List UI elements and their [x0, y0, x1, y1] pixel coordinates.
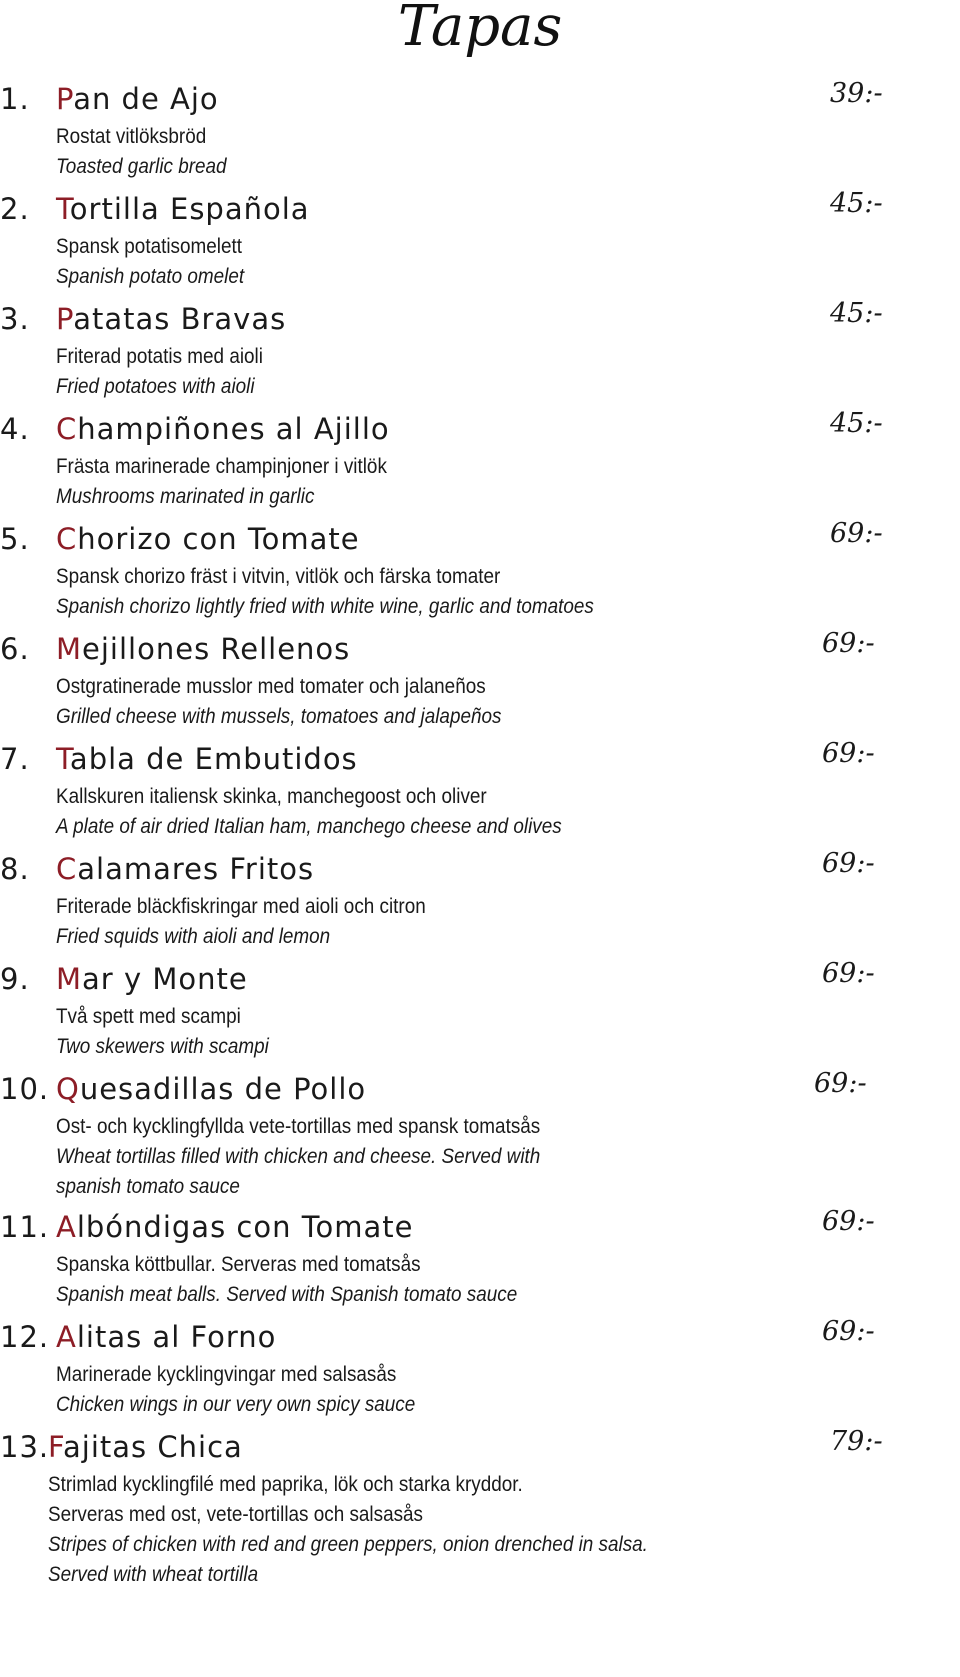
item-name [56, 302, 286, 336]
item-number: 1. [0, 82, 30, 116]
item-price: 79:- [830, 1426, 883, 1457]
item-price: 45:- [830, 298, 883, 329]
item-name-initial: C [56, 522, 78, 556]
item-price: 45:- [830, 408, 883, 439]
item-name-rest: horizo con Tomate [77, 522, 360, 556]
item-name-initial: T [56, 192, 70, 226]
description-swedish: Rostat vitlöksbröd [56, 125, 207, 148]
item-description [56, 782, 562, 842]
description-english: Mushrooms marinated in garlic [56, 485, 315, 508]
item-name-rest: litas al Forno [76, 1320, 277, 1354]
description-english: Spanish potato omelet [56, 265, 245, 288]
item-name-rest: ejillones Rellenos [82, 632, 351, 666]
item-name-rest: ar y Monte [82, 962, 248, 996]
item-name-rest: lbóndigas con Tomate [76, 1210, 414, 1244]
item-name-rest: hampiñones al Ajillo [77, 412, 390, 446]
item-price: 69:- [822, 1316, 875, 1347]
item-number: 11. [0, 1210, 50, 1244]
item-description [56, 452, 387, 512]
item-name [56, 852, 314, 886]
item-description [56, 672, 501, 732]
item-name [56, 522, 360, 556]
menu-title: Tapas [397, 0, 563, 59]
item-number: 5. [0, 522, 30, 556]
item-name [56, 1072, 366, 1106]
description-english: Stripes of chicken with red and green peppers, onion drenched in salsa. [48, 1533, 648, 1556]
item-price: 69:- [822, 628, 875, 659]
description-swedish: Frästa marinerade champinjoner i vitlök [56, 455, 387, 478]
item-name-initial: P [56, 302, 74, 336]
item-description [56, 1250, 517, 1310]
description-english: Chicken wings in our very own spicy sauce [56, 1393, 416, 1416]
item-name-rest: abla de Embutidos [69, 742, 358, 776]
item-name-initial: A [56, 1210, 77, 1244]
description-english: Two skewers with scampi [56, 1035, 269, 1058]
item-description [56, 562, 594, 622]
item-number: 9. [0, 962, 30, 996]
description-swedish: Marinerade kycklingvingar med salsasås [56, 1363, 397, 1386]
item-name-initial: C [56, 412, 78, 446]
description-swedish: Serveras med ost, vete-tortillas och salsasås [48, 1503, 424, 1526]
item-description [56, 122, 227, 182]
item-name-initial: M [56, 632, 83, 666]
item-name-rest: ajitas Chica [63, 1430, 243, 1464]
description-english: A plate of air dried Italian ham, manchego cheese and olives [56, 815, 562, 838]
item-price: 69:- [822, 848, 875, 879]
item-name [56, 742, 358, 776]
item-name-initial: C [56, 852, 78, 886]
item-price: 69:- [814, 1068, 867, 1099]
description-english: Wheat tortillas filled with chicken and cheese. Served with [56, 1145, 541, 1168]
item-number: 6. [0, 632, 30, 666]
item-number: 4. [0, 412, 30, 446]
item-description [56, 342, 263, 402]
item-name-initial: F [48, 1430, 64, 1464]
description-swedish: Spansk chorizo fräst i vitvin, vitlök och färska tomater [56, 565, 501, 588]
item-description [48, 1470, 648, 1590]
item-price: 69:- [822, 1206, 875, 1237]
description-swedish: Friterad potatis med aioli [56, 345, 263, 368]
item-name [48, 1430, 243, 1464]
item-price: 69:- [830, 518, 883, 549]
item-number: 12. [0, 1320, 50, 1354]
item-name [56, 1320, 276, 1354]
item-name [56, 412, 390, 446]
item-number: 13. [0, 1430, 50, 1464]
description-swedish: Strimlad kycklingfilé med paprika, lök och starka kryddor. [48, 1473, 523, 1496]
item-name-initial: A [56, 1320, 77, 1354]
description-swedish: Kallskuren italiensk skinka, manchegoost och oliver [56, 785, 487, 808]
item-number: 3. [0, 302, 30, 336]
description-swedish: Spansk potatisomelett [56, 235, 242, 258]
item-price: 69:- [822, 958, 875, 989]
item-number: 2. [0, 192, 30, 226]
description-english: Spanish chorizo lightly fried with white wine, garlic and tomatoes [56, 595, 594, 618]
item-description [56, 1002, 269, 1062]
item-description [56, 892, 426, 952]
item-number: 10. [0, 1072, 50, 1106]
description-swedish: Spanska köttbullar. Serveras med tomatsås [56, 1253, 421, 1276]
item-name-initial: P [56, 82, 74, 116]
item-name-initial: M [56, 962, 83, 996]
item-name-rest: ortilla Española [69, 192, 310, 226]
description-swedish: Friterade bläckfiskringar med aioli och citron [56, 895, 426, 918]
item-name-initial: T [56, 742, 70, 776]
item-name [56, 632, 350, 666]
item-name [56, 192, 310, 226]
description-swedish: Två spett med scampi [56, 1005, 241, 1028]
item-name-rest: atatas Bravas [73, 302, 287, 336]
description-english: Served with wheat tortilla [48, 1563, 259, 1586]
item-name [56, 1210, 413, 1244]
description-english: Spanish meat balls. Served with Spanish tomato sauce [56, 1283, 518, 1306]
description-english: Toasted garlic bread [56, 155, 227, 178]
item-price: 69:- [822, 738, 875, 769]
description-english: spanish tomato sauce [56, 1175, 240, 1198]
item-name-initial: Q [56, 1072, 80, 1106]
description-english: Grilled cheese with mussels, tomatoes and jalapeños [56, 705, 502, 728]
item-number: 8. [0, 852, 30, 886]
item-name-rest: alamares Fritos [77, 852, 315, 886]
item-price: 39:- [830, 78, 883, 109]
item-name [56, 962, 248, 996]
item-name-rest: uesadillas de Pollo [79, 1072, 367, 1106]
item-number: 7. [0, 742, 30, 776]
item-description [56, 232, 244, 292]
description-english: Fried squids with aioli and lemon [56, 925, 331, 948]
description-swedish: Ost- och kycklingfyllda vete-tortillas med spansk tomatsås [56, 1115, 541, 1138]
item-name-rest: an de Ajo [73, 82, 219, 116]
item-price: 45:- [830, 188, 883, 219]
description-english: Fried potatoes with aioli [56, 375, 255, 398]
item-description [56, 1112, 540, 1202]
item-description [56, 1360, 415, 1420]
item-name [56, 82, 219, 116]
description-swedish: Ostgratinerade musslor med tomater och jalaneños [56, 675, 486, 698]
